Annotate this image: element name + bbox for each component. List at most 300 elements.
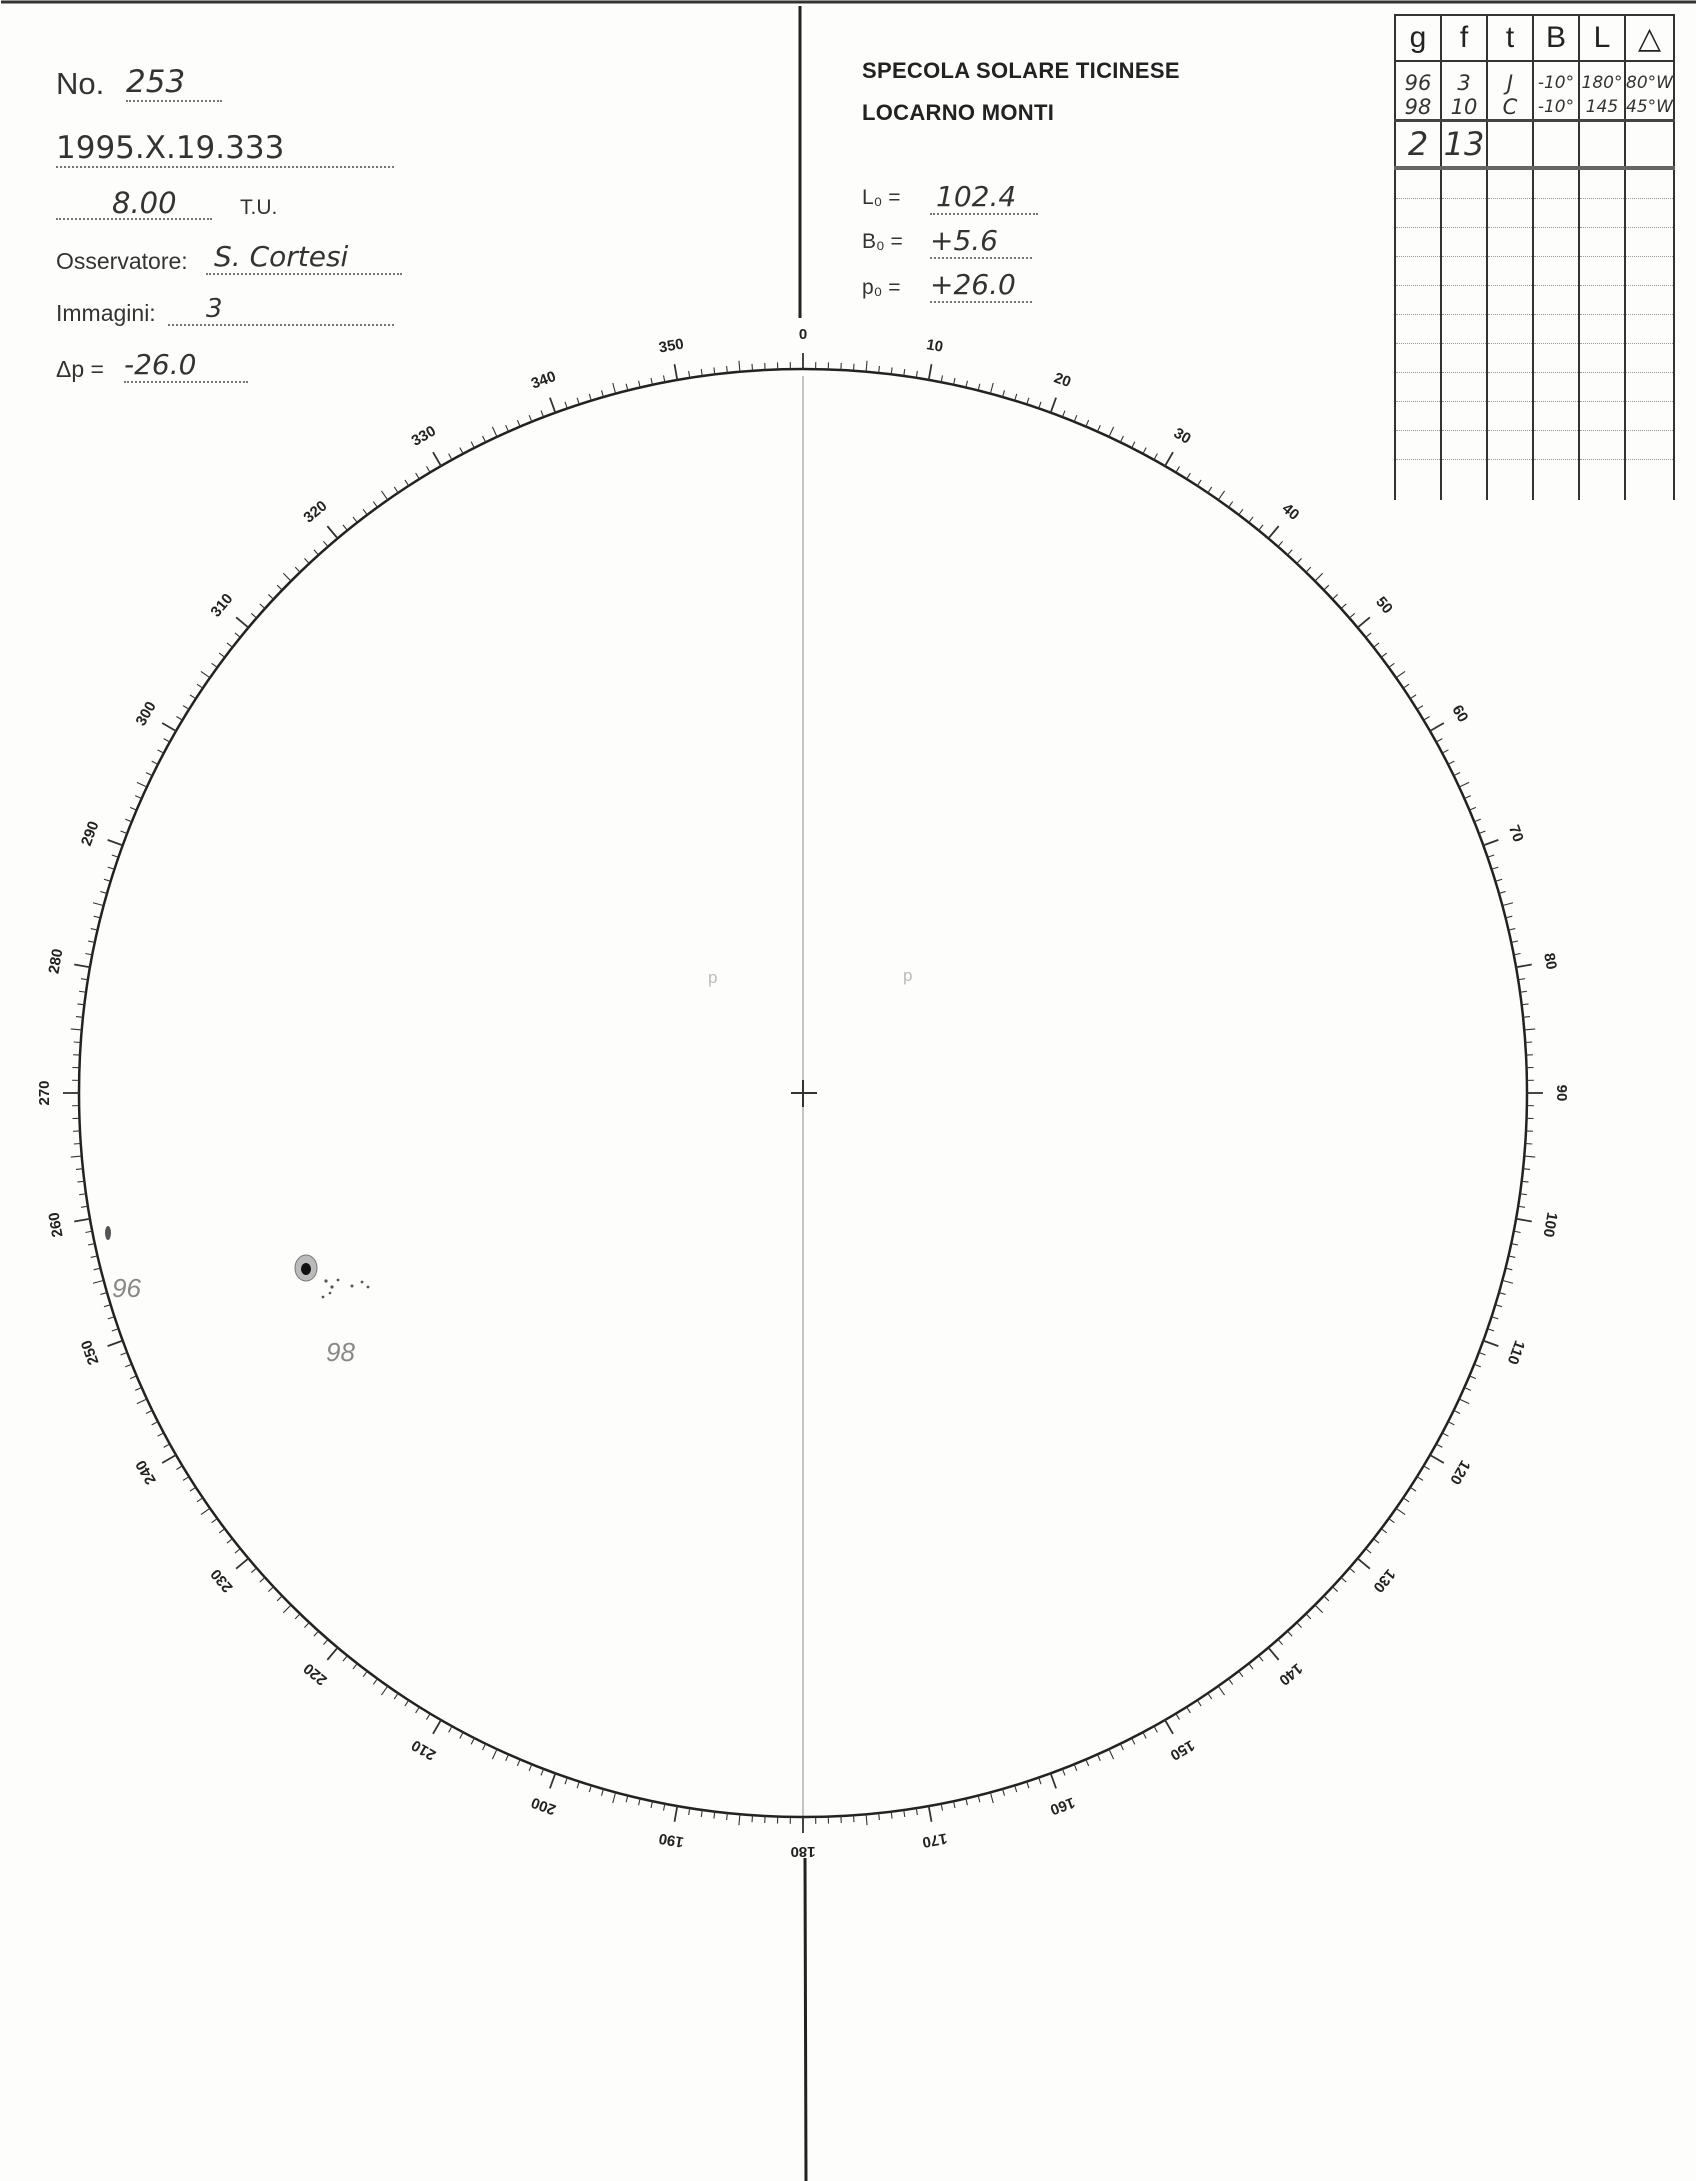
scale-tick (1097, 1754, 1100, 1760)
scale-tick (1424, 717, 1430, 721)
scale-label-200: 200 (528, 1793, 559, 1819)
scale-tick (236, 1558, 248, 1568)
scale-tick (1524, 1156, 1535, 1157)
scale-tick (314, 550, 319, 555)
scale-tick (1488, 1329, 1495, 1331)
scale-tick (1324, 585, 1329, 590)
spot-count: 10 (1441, 95, 1487, 121)
scale-tick (1249, 517, 1253, 523)
scale-tick (1239, 1671, 1243, 1677)
scale-tick (1015, 1785, 1017, 1792)
scale-tick (1508, 929, 1515, 931)
scale-tick (1410, 1487, 1416, 1491)
scale-tick (1341, 604, 1346, 609)
longitude: 145 (1579, 95, 1625, 121)
scale-tick (212, 663, 218, 667)
scale-tick (1074, 415, 1077, 421)
faint-mark-right: p (903, 966, 913, 985)
scale-label-350: 350 (657, 335, 686, 357)
header-t: t (1487, 15, 1533, 61)
scale-label-160: 160 (1047, 1793, 1078, 1819)
scale-tick (1436, 1444, 1442, 1447)
scale-tick (381, 491, 387, 500)
scale-label-70: 70 (1504, 822, 1527, 845)
scale-label-130: 130 (1369, 1565, 1399, 1596)
scale-label-10: 10 (925, 336, 945, 356)
time-unit: T.U. (240, 196, 278, 219)
scale-tick (1039, 402, 1041, 409)
scale-tick (416, 473, 420, 479)
scale-tick (1109, 1749, 1114, 1759)
scale-tick (1403, 1498, 1409, 1502)
scale-label-330: 330 (408, 422, 439, 450)
scale-tick (1297, 558, 1302, 563)
scale-tick (1366, 633, 1371, 637)
scale-tick (1479, 831, 1486, 834)
scale-tick (460, 1732, 463, 1738)
scale-tick (1442, 1433, 1448, 1436)
scale-tick (162, 723, 176, 731)
scale-tick (1502, 1280, 1513, 1283)
scale-tick (727, 366, 728, 373)
scale-tick (460, 448, 463, 454)
scale-tick (1039, 1778, 1041, 1785)
date-value: 1995.X.19.333 (56, 130, 394, 168)
scale-tick (88, 1244, 95, 1245)
scale-label-140: 140 (1275, 1659, 1306, 1689)
scale-tick (929, 364, 932, 380)
scale-tick (506, 1754, 509, 1760)
scale-tick (314, 1631, 319, 1636)
scale-tick (517, 420, 520, 426)
images-value: 3 (168, 294, 394, 326)
scale-tick (1324, 1596, 1329, 1601)
scale-tick (739, 361, 740, 372)
group-number: 98 (1395, 95, 1441, 121)
scale-tick (1492, 867, 1499, 869)
scale-tick (295, 567, 300, 572)
scale-tick (183, 1477, 189, 1481)
scale-tick (1389, 1519, 1395, 1523)
scale-label-190: 190 (657, 1829, 686, 1851)
scale-tick (1197, 480, 1201, 486)
latitude: -10° (1533, 71, 1579, 95)
scale-tick (323, 1639, 328, 1644)
scale-tick (235, 633, 240, 637)
scale-tick (1278, 541, 1283, 546)
scale-tick (201, 671, 210, 677)
header-delta: △ (1625, 15, 1674, 61)
group-number: 96 (1395, 71, 1441, 95)
scale-tick (108, 1341, 123, 1346)
scale-tick (1448, 761, 1454, 764)
scale-label-170: 170 (920, 1829, 949, 1851)
scale-tick (1287, 550, 1292, 555)
observer-label: Osservatore: (56, 248, 188, 274)
scale-tick (108, 867, 115, 869)
scale-tick (112, 1329, 119, 1331)
scale-tick (1516, 1219, 1532, 1222)
scale-label-260: 260 (45, 1210, 67, 1239)
scale-label-110: 110 (1503, 1338, 1528, 1367)
header-g: g (1395, 15, 1441, 61)
scale-tick (164, 1444, 170, 1447)
scale-tick (137, 782, 147, 787)
dp-label: Δp = (56, 356, 104, 382)
scale-tick (1516, 965, 1532, 968)
scale-tick (125, 819, 131, 822)
meridian-distance: 45°W (1625, 95, 1674, 121)
scale-tick (146, 773, 152, 776)
scale-tick (135, 1387, 141, 1390)
scale-tick (146, 1410, 152, 1413)
scale-tick (1097, 425, 1100, 431)
scale-tick (76, 1169, 83, 1170)
scale-label-340: 340 (528, 367, 559, 393)
scale-tick (433, 1720, 441, 1734)
scale-tick (739, 1814, 740, 1825)
scale-label-40: 40 (1278, 500, 1303, 524)
scale-tick (251, 1568, 256, 1573)
L0-value: 102.4 (930, 180, 1038, 215)
scale-tick (1469, 807, 1475, 810)
scale-tick (219, 653, 225, 657)
scale-label-250: 250 (77, 1337, 103, 1368)
scale-tick (1218, 1686, 1224, 1695)
scale-tick (1524, 1029, 1535, 1030)
scale-label-50: 50 (1372, 593, 1396, 618)
scale-tick (1389, 663, 1395, 667)
scale-tick (91, 1256, 98, 1258)
scale-tick (1143, 1732, 1146, 1738)
dp-value: -26.0 (124, 348, 248, 383)
scale-tick (471, 442, 474, 448)
total-groups: 2 (1395, 121, 1441, 169)
scale-tick (639, 1798, 641, 1805)
scale-tick (190, 1487, 196, 1491)
scale-tick (1479, 1352, 1486, 1355)
faint-mark-left: p (708, 968, 718, 987)
scale-tick (304, 558, 309, 563)
observatory-location: LOCARNO MONTI (862, 100, 1055, 125)
scale-tick (1374, 643, 1380, 647)
scale-tick (1027, 1782, 1029, 1789)
scale-tick (1430, 723, 1444, 731)
scale-tick (405, 480, 409, 486)
scale-tick (277, 585, 282, 590)
scale-tick (1403, 684, 1409, 688)
scale-tick (1495, 1305, 1502, 1307)
spot-count: 3 (1441, 71, 1487, 95)
scale-tick (492, 1749, 497, 1759)
scale-tick (176, 717, 182, 721)
scale-tick (1062, 1769, 1065, 1776)
scale-label-270: 270 (35, 1080, 53, 1106)
scale-tick (1249, 1664, 1253, 1670)
scale-tick (394, 1693, 398, 1699)
scale-tick (93, 1280, 104, 1283)
scale-tick (449, 1726, 452, 1732)
scale-tick (152, 1422, 158, 1425)
scale-tick (323, 541, 328, 546)
scale-tick (1165, 452, 1173, 466)
scale-tick (954, 378, 955, 385)
scale-label-0: 0 (798, 325, 808, 343)
scale-tick (1523, 1017, 1530, 1018)
scale-tick (1306, 567, 1311, 572)
scale-tick (152, 761, 158, 764)
group-type: J (1487, 71, 1533, 95)
scale-tick (427, 466, 431, 472)
scale-tick (1315, 1605, 1323, 1613)
scale-tick (879, 1813, 880, 1820)
scale-tick (1430, 1455, 1444, 1463)
scale-tick (71, 1156, 82, 1157)
scale-tick (197, 1498, 203, 1502)
scale-tick (227, 643, 233, 647)
sunspot-98-umbra (301, 1263, 311, 1275)
scale-tick (651, 1801, 652, 1808)
scale-tick (1436, 739, 1442, 742)
scale-tick (651, 378, 652, 385)
scale-tick (492, 427, 497, 437)
scale-tick (1074, 1764, 1077, 1770)
scale-tick (130, 1376, 136, 1379)
scale-tick (327, 526, 337, 538)
scale-label-230: 230 (207, 1565, 237, 1596)
scale-tick (966, 381, 968, 388)
scale-tick (260, 1577, 265, 1582)
scale-tick (577, 1782, 579, 1789)
scale-tick (1366, 1549, 1371, 1553)
scale-tick (1488, 855, 1495, 857)
scale-tick (990, 383, 993, 394)
scale-tick (1287, 1631, 1292, 1636)
scale-tick (1492, 1317, 1499, 1319)
scale-tick (363, 1671, 367, 1677)
sunspot-group-98-pores (322, 1279, 370, 1299)
scale-tick (162, 1455, 176, 1463)
scale-tick (112, 855, 119, 857)
scale-tick (1297, 1623, 1302, 1628)
scale-tick (517, 1759, 520, 1765)
scale-tick (675, 364, 678, 380)
scale-tick (268, 594, 273, 599)
scale-tick (613, 383, 616, 394)
scale-tick (1015, 394, 1017, 401)
scale-tick (104, 1305, 111, 1307)
scale-tick (1358, 617, 1370, 627)
scale-tick (1051, 398, 1056, 413)
scale-tick (125, 1364, 131, 1367)
scale-tick (1086, 420, 1089, 426)
B0-value: +5.6 (930, 224, 1032, 259)
scale-tick (1259, 525, 1263, 530)
scale-tick (589, 1785, 591, 1792)
scale-label-80: 80 (1540, 951, 1560, 971)
scale-tick (74, 1219, 90, 1222)
scale-tick (93, 903, 104, 906)
scale-tick (1523, 1169, 1530, 1170)
p0-label: p₀ = (862, 276, 901, 299)
scale-tick (343, 525, 347, 530)
scale-label-290: 290 (77, 818, 103, 849)
number-value: 253 (126, 64, 222, 102)
scale-tick (1474, 819, 1480, 822)
scale-tick (1381, 1529, 1387, 1533)
scale-tick (1229, 1679, 1233, 1685)
scale-tick (1464, 1387, 1470, 1390)
header-B: B (1533, 15, 1579, 61)
scale-tick (1464, 796, 1470, 799)
scale-tick (121, 831, 128, 834)
header-f: f (1441, 15, 1487, 61)
scale-label-30: 30 (1170, 424, 1194, 448)
scale-tick (104, 879, 111, 881)
scale-tick (1469, 1376, 1475, 1379)
scale-tick (1454, 773, 1460, 776)
scale-tick (639, 381, 641, 388)
scale-tick (1315, 573, 1323, 581)
scale-tick (1333, 594, 1338, 599)
scale-tick (1396, 1508, 1405, 1514)
scale-tick (353, 1664, 357, 1670)
scale-label-90: 90 (1553, 1084, 1571, 1102)
scale-tick (1176, 1714, 1180, 1720)
scale-tick (1132, 1738, 1135, 1744)
scale-tick (183, 706, 189, 710)
scale-tick (1278, 1639, 1283, 1644)
scale-tick (91, 929, 98, 931)
scale-tick (108, 1317, 115, 1319)
scale-tick (433, 452, 441, 466)
scale-tick (1508, 1256, 1515, 1258)
B0-label: B₀ = (862, 230, 903, 253)
scale-tick (190, 695, 196, 699)
scale-tick (416, 1707, 420, 1713)
scale-tick (1410, 695, 1416, 699)
scale-tick (135, 796, 141, 799)
scale-tick (1268, 526, 1278, 538)
scale-tick (1495, 879, 1502, 881)
scale-tick (1442, 750, 1448, 753)
scale-tick (219, 1529, 225, 1533)
scale-tick (164, 739, 170, 742)
scale-tick (866, 1814, 867, 1825)
scale-tick (1187, 1707, 1191, 1713)
scale-tick (1109, 427, 1114, 437)
scale-tick (541, 1769, 544, 1776)
scale-tick (363, 509, 367, 515)
scale-tick (1197, 1700, 1201, 1706)
scale-tick (1051, 1773, 1056, 1788)
scale-tick (176, 1466, 182, 1470)
scale-tick (1132, 442, 1135, 448)
scale-tick (268, 1587, 273, 1592)
observer-value: S. Cortesi (206, 240, 402, 275)
scale-tick (565, 1778, 567, 1785)
total-spots: 13 (1441, 121, 1487, 169)
time-value: 8.00 (112, 186, 177, 220)
scale-tick (506, 425, 509, 431)
scale-tick (1424, 1466, 1430, 1470)
scale-tick (71, 1029, 82, 1030)
scale-label-280: 280 (45, 947, 67, 976)
scale-tick (1358, 1558, 1370, 1568)
scale-tick (483, 436, 486, 442)
scale-label-310: 310 (207, 590, 237, 621)
scale-tick (550, 398, 555, 413)
scale-tick (929, 1806, 932, 1822)
scale-tick (879, 366, 880, 373)
scale-tick (1187, 473, 1191, 479)
scale-label-210: 210 (408, 1736, 439, 1764)
scale-tick (327, 1648, 337, 1660)
scale-label-150: 150 (1167, 1736, 1198, 1764)
scale-tick (1483, 840, 1498, 845)
sunspot-group-96-spot (105, 1226, 111, 1240)
scale-tick (381, 1686, 387, 1695)
scale-tick (577, 398, 579, 405)
scale-tick (158, 1433, 164, 1436)
scale-label-320: 320 (300, 497, 331, 527)
scale-tick (212, 1519, 218, 1523)
scale-tick (954, 1801, 955, 1808)
scale-tick (283, 573, 291, 581)
scale-tick (1417, 706, 1423, 710)
scale-tick (449, 454, 452, 460)
scale-tick (727, 1813, 728, 1820)
scale-tick (1341, 1577, 1346, 1582)
scale-tick (74, 965, 90, 968)
scale-tick (277, 1596, 282, 1601)
scale-label-300: 300 (132, 698, 160, 729)
scale-tick (158, 750, 164, 753)
scale-tick (1374, 1539, 1380, 1543)
scale-tick (394, 487, 398, 493)
scale-tick (1454, 1410, 1460, 1413)
longitude: 180° (1579, 71, 1625, 95)
scale-tick (1333, 1587, 1338, 1592)
scale-label-20: 20 (1051, 369, 1074, 392)
scale-label-120: 120 (1446, 1457, 1474, 1488)
scale-tick (251, 613, 256, 618)
scale-tick (1229, 502, 1233, 508)
scale-tick (130, 807, 136, 810)
scale-tick (1349, 613, 1354, 618)
scale-tick (1459, 782, 1469, 787)
scale-tick (1502, 903, 1513, 906)
scale-tick (589, 394, 591, 401)
number-label: No. (56, 66, 105, 101)
scale-label-240: 240 (132, 1457, 160, 1488)
header-L: L (1579, 15, 1625, 61)
scale-tick (88, 941, 95, 942)
scale-tick (550, 1773, 555, 1788)
meridian-distance: 80°W (1626, 73, 1673, 93)
scale-tick (565, 402, 567, 409)
scale-tick (1511, 1244, 1518, 1245)
scale-tick (1239, 509, 1243, 515)
bottom-axis-line (805, 1858, 806, 2181)
scale-tick (236, 617, 248, 627)
scale-tick (1448, 1422, 1454, 1425)
scale-tick (1218, 491, 1224, 500)
scale-tick (1483, 1341, 1498, 1346)
scale-tick (1381, 653, 1387, 657)
scale-tick (529, 1764, 532, 1770)
group-type: C (1487, 95, 1533, 121)
